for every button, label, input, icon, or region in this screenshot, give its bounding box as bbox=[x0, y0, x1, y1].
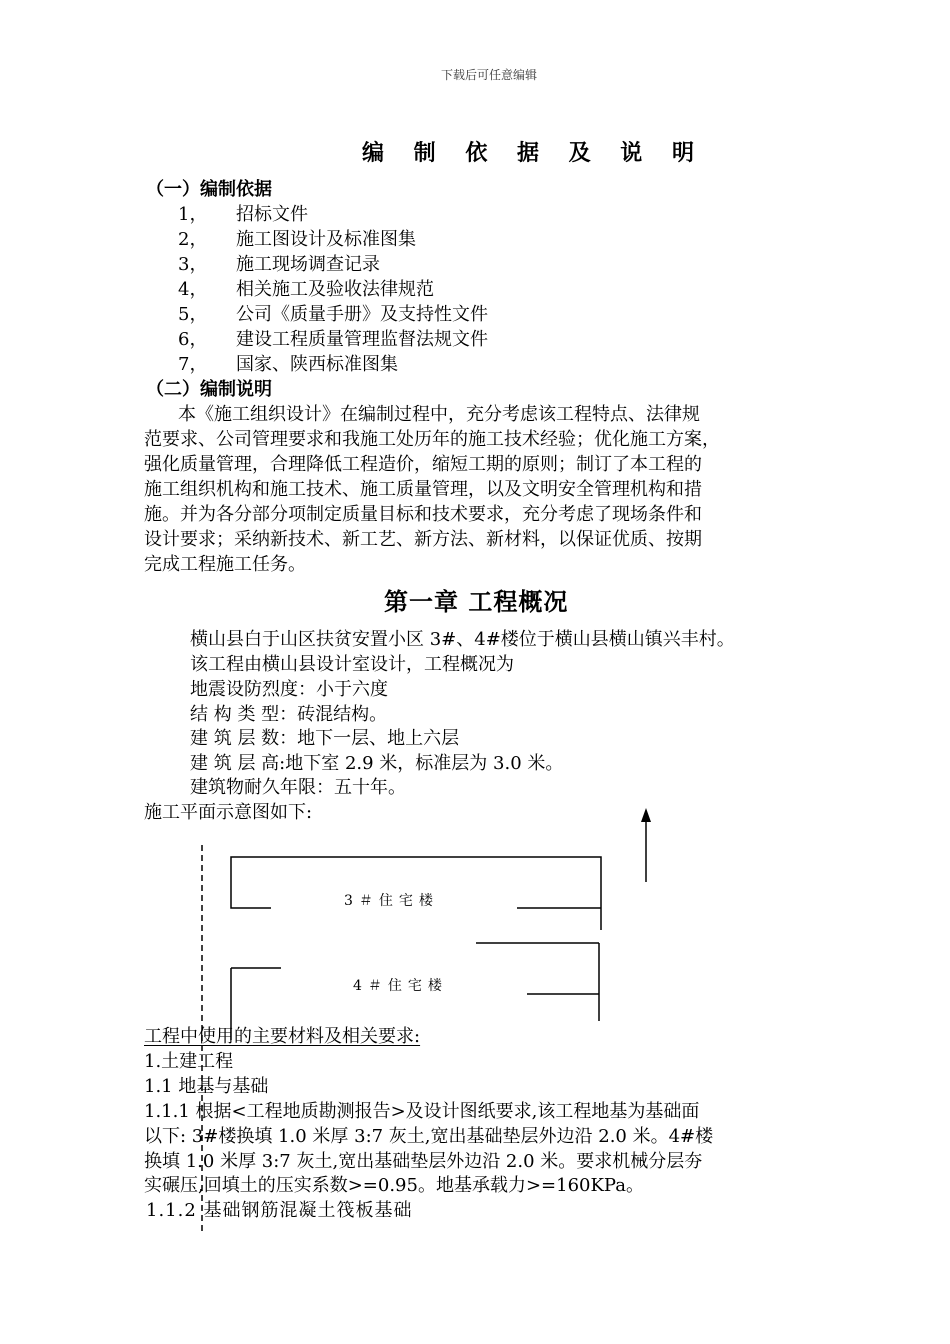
list-item: 3， 施工现场调查记录 bbox=[178, 254, 380, 275]
paragraph-line: 设计要求；采纳新技术、新工艺、新方法、新材料，以保证优质、按期 bbox=[144, 529, 702, 550]
section-heading: 1.土建工程 bbox=[144, 1051, 234, 1072]
subsection-heading: 1.1 地基与基础 bbox=[144, 1076, 269, 1097]
subsection-heading: 1.1.2 基础钢筋混凝土筏板基础 bbox=[146, 1200, 413, 1221]
building-3-label: 3＃住宅楼 bbox=[344, 893, 439, 909]
overview-line: 建筑物耐久年限：五十年。 bbox=[190, 777, 406, 798]
list-item: 2， 施工图设计及标准图集 bbox=[178, 229, 416, 250]
paragraph-line: 本《施工组织设计》在编制过程中，充分考虑该工程特点、法律规 bbox=[178, 404, 700, 425]
header-note: 下载后可任意编辑 bbox=[441, 68, 538, 82]
building-4-label: 4＃住宅楼 bbox=[353, 978, 448, 994]
paragraph-line: 范要求、公司管理要求和我施工处历年的施工技术经验；优化施工方案， bbox=[144, 429, 720, 450]
paragraph-line: 1.1.1 根据<工程地质勘测报告>及设计图纸要求,该工程地基为基础面 bbox=[144, 1101, 700, 1122]
page-title: 编 制 依 据 及 说 明 bbox=[362, 140, 705, 166]
list-item: 1， 招标文件 bbox=[178, 204, 308, 225]
paragraph-line: 施工组织机构和施工技术、施工质量管理，以及文明安全管理机构和措 bbox=[144, 479, 702, 500]
list-item: 5， 公司《质量手册》及支持性文件 bbox=[178, 304, 488, 325]
overview-line: 结 构 类 型：砖混结构。 bbox=[190, 704, 388, 725]
north-arrow-icon bbox=[641, 808, 651, 822]
paragraph-line: 强化质量管理，合理降低工程造价，缩短工期的原则；制订了本工程的 bbox=[144, 454, 702, 475]
overview-line: 地震设防烈度：小于六度 bbox=[190, 679, 388, 700]
list-item: 4， 相关施工及验收法律规范 bbox=[178, 279, 434, 300]
paragraph-line: 施。并为各分部分项制定质量目标和技术要求，充分考虑了现场条件和 bbox=[144, 504, 702, 525]
list-item: 7， 国家、陕西标准图集 bbox=[178, 354, 398, 375]
paragraph-line: 实碾压,回填土的压实系数>=0.95。地基承载力>=160KPa。 bbox=[144, 1175, 644, 1196]
explanation-heading: （二）编制说明 bbox=[146, 379, 272, 400]
basis-heading: （一）编制依据 bbox=[146, 179, 272, 200]
materials-intro: 工程中使用的主要材料及相关要求: bbox=[144, 1026, 421, 1047]
plan-intro: 施工平面示意图如下: bbox=[144, 802, 313, 823]
overview-line: 建 筑 层 高:地下室 2.9 米，标准层为 3.0 米。 bbox=[190, 753, 564, 774]
paragraph-line: 换填 1.0 米厚 3:7 灰土,宽出基础垫层外边沿 2.0 米。要求机械分层夯 bbox=[144, 1151, 703, 1172]
overview-line: 建 筑 层 数：地下一层、地上六层 bbox=[190, 728, 460, 749]
paragraph-line: 完成工程施工任务。 bbox=[144, 554, 306, 575]
list-item: 6， 建设工程质量管理监督法规文件 bbox=[178, 329, 488, 350]
overview-line: 该工程由横山县设计室设计，工程概况为 bbox=[190, 654, 514, 675]
overview-line: 横山县白于山区扶贫安置小区 3#、4#楼位于横山县横山镇兴丰村。 bbox=[190, 629, 735, 650]
paragraph-line: 以下: 3#楼换填 1.0 米厚 3:7 灰土,宽出基础垫层外边沿 2.0 米。4#楼 bbox=[144, 1126, 714, 1147]
chapter-title: 第一章 工程概况 bbox=[384, 587, 569, 616]
